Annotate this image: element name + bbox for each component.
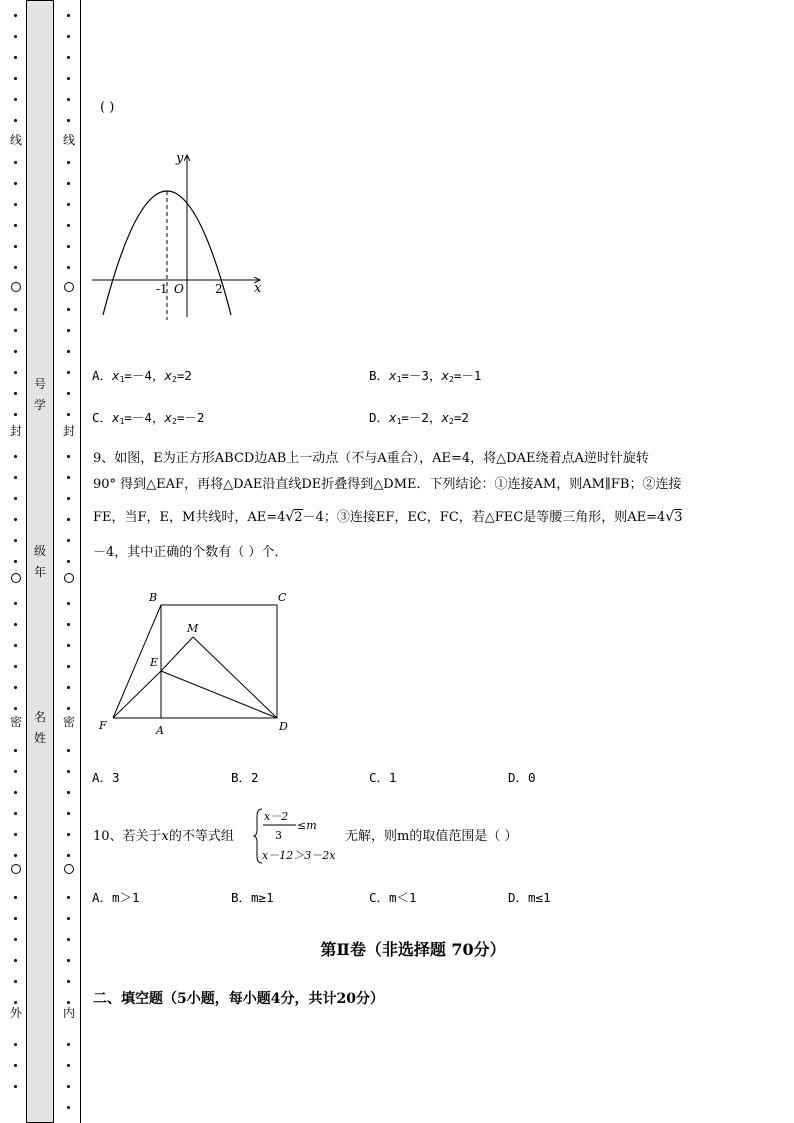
point-label-a: A	[156, 724, 164, 737]
y-axis-label: y	[176, 151, 184, 166]
binding-dot	[67, 308, 70, 311]
binding-dot	[67, 1064, 70, 1067]
binding-dot	[67, 413, 70, 416]
part-two-title: 第Ⅱ卷（非选择题 70分）	[320, 940, 506, 959]
binding-dot	[67, 812, 70, 815]
point-label-c: C	[278, 591, 287, 604]
point-label-f: F	[99, 719, 107, 732]
binding-dot	[14, 308, 17, 311]
binding-label: 线	[6, 133, 26, 147]
binding-dot	[67, 14, 70, 17]
binding-dot	[14, 812, 17, 815]
binding-dot	[14, 1043, 17, 1046]
q10-option-d[interactable]: D．m≤1	[508, 890, 551, 905]
binding-dot	[14, 203, 17, 206]
band-label: 名	[33, 710, 46, 724]
binding-dot	[14, 749, 17, 752]
binding-dot	[14, 119, 17, 122]
binding-dot	[14, 245, 17, 248]
binding-label: 内	[59, 1006, 79, 1020]
binding-dot	[67, 644, 70, 647]
binding-label: 线	[59, 133, 79, 147]
point-label-m: M	[187, 622, 199, 635]
binding-dot	[67, 623, 70, 626]
binding-dot	[67, 854, 70, 857]
binding-dot	[67, 56, 70, 59]
binding-dot	[67, 1001, 70, 1004]
binding-dot	[67, 98, 70, 101]
binding-dot	[67, 1106, 70, 1109]
binding-dot	[67, 77, 70, 80]
inequality-1-numerator: x－2	[264, 810, 289, 823]
q10-lead-text: 10、若关于x的不等式组	[93, 829, 234, 844]
binding-dot	[14, 14, 17, 17]
q9-text-line-1: 9、如图，E为正方形ABCD边AB上一动点（不与A重合），AE=4，将△DAE绕着点A逆时针旋转	[93, 451, 649, 466]
binding-dot	[14, 623, 17, 626]
binding-dot	[67, 791, 70, 794]
binding-dot	[14, 644, 17, 647]
binding-dot	[14, 161, 17, 164]
segment-md	[193, 637, 277, 718]
binding-dot	[67, 476, 70, 479]
q10-option-c[interactable]: C．m＜1	[369, 890, 417, 905]
x-axis-label: x	[254, 281, 262, 296]
q10-option-b[interactable]: B．m≥1	[231, 890, 274, 905]
binding-circle	[11, 282, 21, 292]
binding-dot	[14, 56, 17, 59]
q8-parabola-graph	[88, 145, 268, 320]
binding-dot	[67, 35, 70, 38]
binding-circle	[11, 573, 21, 583]
binding-dot	[67, 455, 70, 458]
binding-dot	[67, 182, 70, 185]
binding-dot	[14, 224, 17, 227]
binding-dot	[67, 896, 70, 899]
binding-dot	[14, 560, 17, 563]
q9-option-c[interactable]: C．1	[369, 770, 397, 785]
origin-label: O	[174, 282, 184, 296]
inequality-1-denominator: 3	[275, 829, 282, 842]
q9-option-d[interactable]: D．0	[508, 770, 536, 785]
binding-dot	[14, 1001, 17, 1004]
inequality-1-relation: ≤m	[297, 819, 317, 832]
band-label: 年	[33, 565, 46, 579]
q9-text-line-2: 90° 得到△EAF，再将△DAE沿直线DE折叠得到△DME．下列结论：①连接AM，则AM∥FB；②连接	[93, 477, 682, 492]
left-brace	[254, 809, 262, 863]
binding-dot	[67, 203, 70, 206]
binding-label: 密	[6, 715, 26, 729]
binding-dot	[67, 749, 70, 752]
band-label: 学	[33, 398, 46, 412]
point-label-b: B	[149, 591, 158, 604]
binding-dot	[67, 350, 70, 353]
binding-dot	[67, 980, 70, 983]
q8-answer-paren: ( )	[100, 100, 115, 115]
binding-dot	[67, 161, 70, 164]
binding-dot	[14, 1085, 17, 1088]
binding-dot	[67, 1043, 70, 1046]
binding-dot	[14, 413, 17, 416]
binding-dot	[67, 1085, 70, 1088]
binding-dot	[14, 371, 17, 374]
binding-dot	[67, 665, 70, 668]
binding-label: 密	[59, 715, 79, 729]
binding-dot	[14, 350, 17, 353]
binding-circle	[64, 573, 74, 583]
binding-dot	[14, 602, 17, 605]
binding-dot	[67, 224, 70, 227]
binding-dot	[14, 329, 17, 332]
tick-label-2: 2	[215, 282, 223, 296]
binding-dot	[67, 833, 70, 836]
binding-dot	[14, 770, 17, 773]
binding-dot	[67, 770, 70, 773]
q9-text-line-4: －4，其中正确的个数有（ ）个．	[93, 545, 288, 560]
binding-dot	[67, 686, 70, 689]
binding-label: 封	[6, 424, 26, 438]
binding-dot	[14, 854, 17, 857]
binding-dot	[67, 392, 70, 395]
inequality-2: x－12＞3－2x	[262, 849, 336, 862]
band-label: 姓	[33, 731, 46, 745]
binding-dot	[67, 245, 70, 248]
q9-text-line-3: FE，当F，E，M共线时，AE=4√2－4；③连接EF，EC，FC，若△FEC是等腰三角形，则AE=4√3	[93, 509, 683, 525]
binding-dot	[67, 518, 70, 521]
binding-dot	[67, 119, 70, 122]
binding-dot	[14, 791, 17, 794]
binding-circle	[64, 864, 74, 874]
binding-dot	[14, 392, 17, 395]
binding-dot	[14, 833, 17, 836]
binding-dot	[14, 896, 17, 899]
tick-label-neg1: -1	[156, 282, 168, 296]
segment-em	[161, 637, 193, 671]
binding-dot	[14, 539, 17, 542]
q9-option-b[interactable]: B．2	[231, 770, 259, 785]
fill-in-section-heading: 二、填空题（5小题，每小题4分，共计20分）	[93, 991, 384, 1007]
binding-dot	[67, 329, 70, 332]
segment-fe	[113, 671, 161, 718]
sqrt-sign: √	[665, 509, 675, 525]
binding-dot	[67, 560, 70, 563]
binding-dot	[14, 665, 17, 668]
binding-dot	[67, 497, 70, 500]
q10-option-a[interactable]: A．m＞1	[92, 890, 140, 905]
point-label-e: E	[150, 656, 159, 669]
q8-option-d[interactable]: D．$x_1=-2$，$x_2=2$	[369, 410, 469, 426]
binding-dot	[14, 1064, 17, 1067]
binding-dot	[14, 77, 17, 80]
q9-option-a[interactable]: A．3	[92, 770, 120, 785]
q8-option-b[interactable]: B．$x_1=-3$，$x_2=-1$	[369, 368, 482, 384]
segment-ed	[161, 671, 277, 718]
binding-circle	[11, 864, 21, 874]
binding-dot	[67, 917, 70, 920]
binding-dot	[14, 980, 17, 983]
binding-dot	[14, 35, 17, 38]
sqrt-sign: √	[285, 509, 295, 525]
binding-dot	[14, 476, 17, 479]
binding-dot	[14, 182, 17, 185]
binding-dot	[14, 518, 17, 521]
binding-dot	[14, 455, 17, 458]
binding-label: 封	[59, 424, 79, 438]
q9-square-figure	[95, 588, 295, 738]
q8-option-a[interactable]: A．$x_1=-4$，$x_2=2$	[92, 368, 192, 384]
binding-label: 外	[6, 1006, 26, 1020]
binding-dot	[67, 266, 70, 269]
binding-dot	[67, 602, 70, 605]
binding-dot	[14, 497, 17, 500]
point-label-d: D	[279, 720, 288, 733]
q8-option-c[interactable]: C．$x_1=-4$，$x_2=-2$	[92, 410, 205, 426]
binding-dot	[14, 707, 17, 710]
binding-dot	[67, 371, 70, 374]
q10-inequality-system	[253, 806, 353, 866]
binding-dot	[67, 539, 70, 542]
binding-dot	[14, 686, 17, 689]
binding-dot	[14, 266, 17, 269]
q10-tail-text: 无解，则m的取值范围是（ ）	[345, 829, 518, 844]
binding-circle	[64, 282, 74, 292]
binding-dot	[14, 917, 17, 920]
band-label: 级	[33, 544, 46, 558]
band-label: 号	[33, 377, 46, 391]
binding-dot	[67, 707, 70, 710]
binding-dot	[14, 98, 17, 101]
